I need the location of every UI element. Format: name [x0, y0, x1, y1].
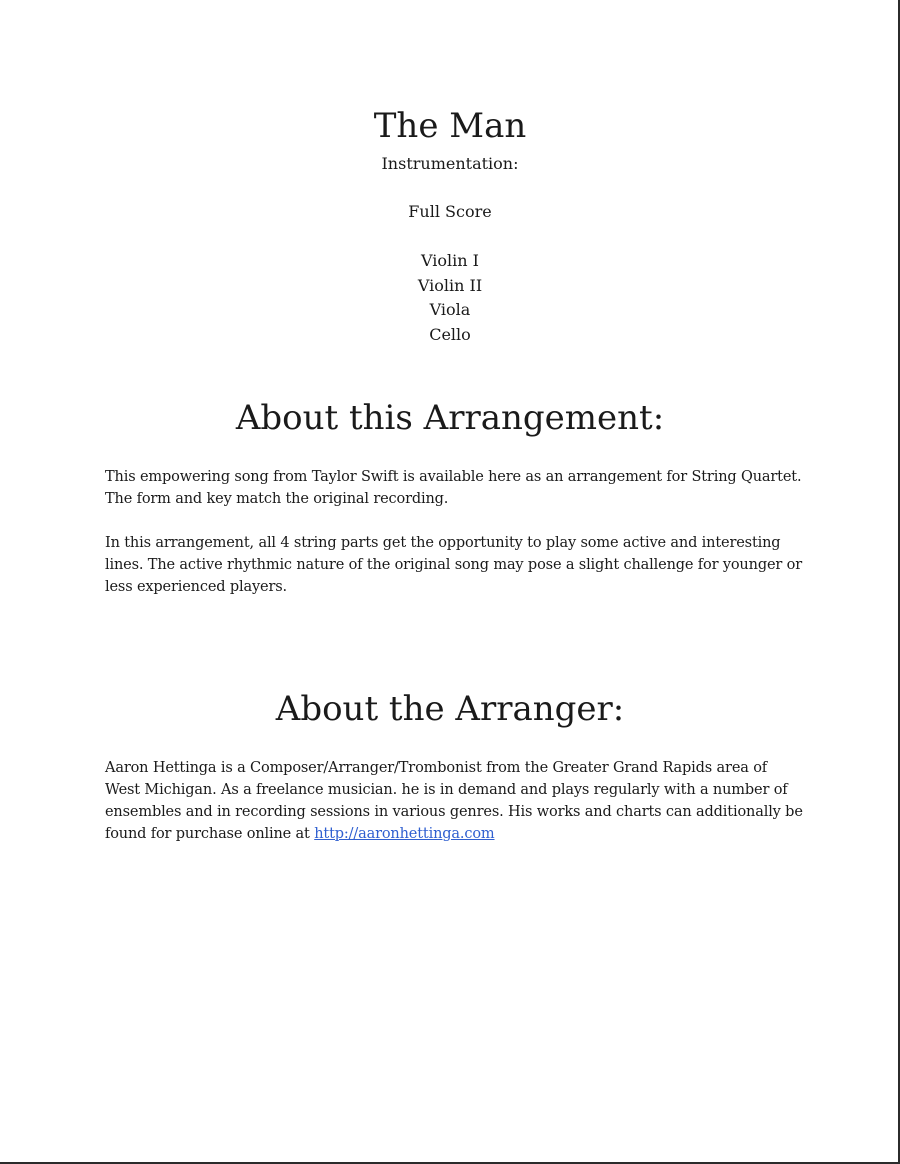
text-line: In this arrangement, all 4 string parts get the opportunity to play some active and interesting — [105, 535, 781, 551]
arranger-website-link[interactable]: http://aaronhettinga.com — [314, 826, 495, 842]
text-line: less experienced players. — [105, 579, 287, 595]
text-line: lines. The active rhythmic nature of the original song may pose a slight challenge for younger or — [105, 557, 802, 573]
instrumentation-label: Instrumentation: — [381, 154, 519, 173]
text-line: West Michigan. As a freelance musician. he is in demand and plays regularly with a number of — [105, 782, 788, 798]
text-line: The form and key match the original recording. — [105, 491, 449, 507]
full-score-label: Full Score — [408, 202, 492, 221]
text-line: found for purchase online at — [105, 826, 315, 842]
text-line: Aaron Hettinga is a Composer/Arranger/Trombonist from the Greater Grand Rapids area of — [105, 760, 768, 776]
arranger-paragraph — [105, 757, 805, 845]
arrangement-paragraph-2 — [105, 532, 805, 598]
text-line: This empowering song from Taylor Swift is available here as an arrangement for String Quartet. — [105, 469, 802, 485]
instrument-item: Violin I — [421, 251, 479, 270]
about-arrangement-heading: About this Arrangement: — [235, 398, 665, 438]
instrument-list — [0, 249, 900, 347]
instrument-item: Viola — [429, 300, 471, 319]
about-arranger-heading: About the Arranger: — [275, 689, 625, 729]
instrument-item: Violin II — [417, 275, 483, 295]
page-title: The Man — [373, 106, 527, 146]
arrangement-paragraph-1 — [105, 466, 805, 510]
text-line: ensembles and in recording sessions in various genres. His works and charts can additionally be — [105, 804, 803, 820]
instrument-item: Cello — [429, 324, 471, 344]
